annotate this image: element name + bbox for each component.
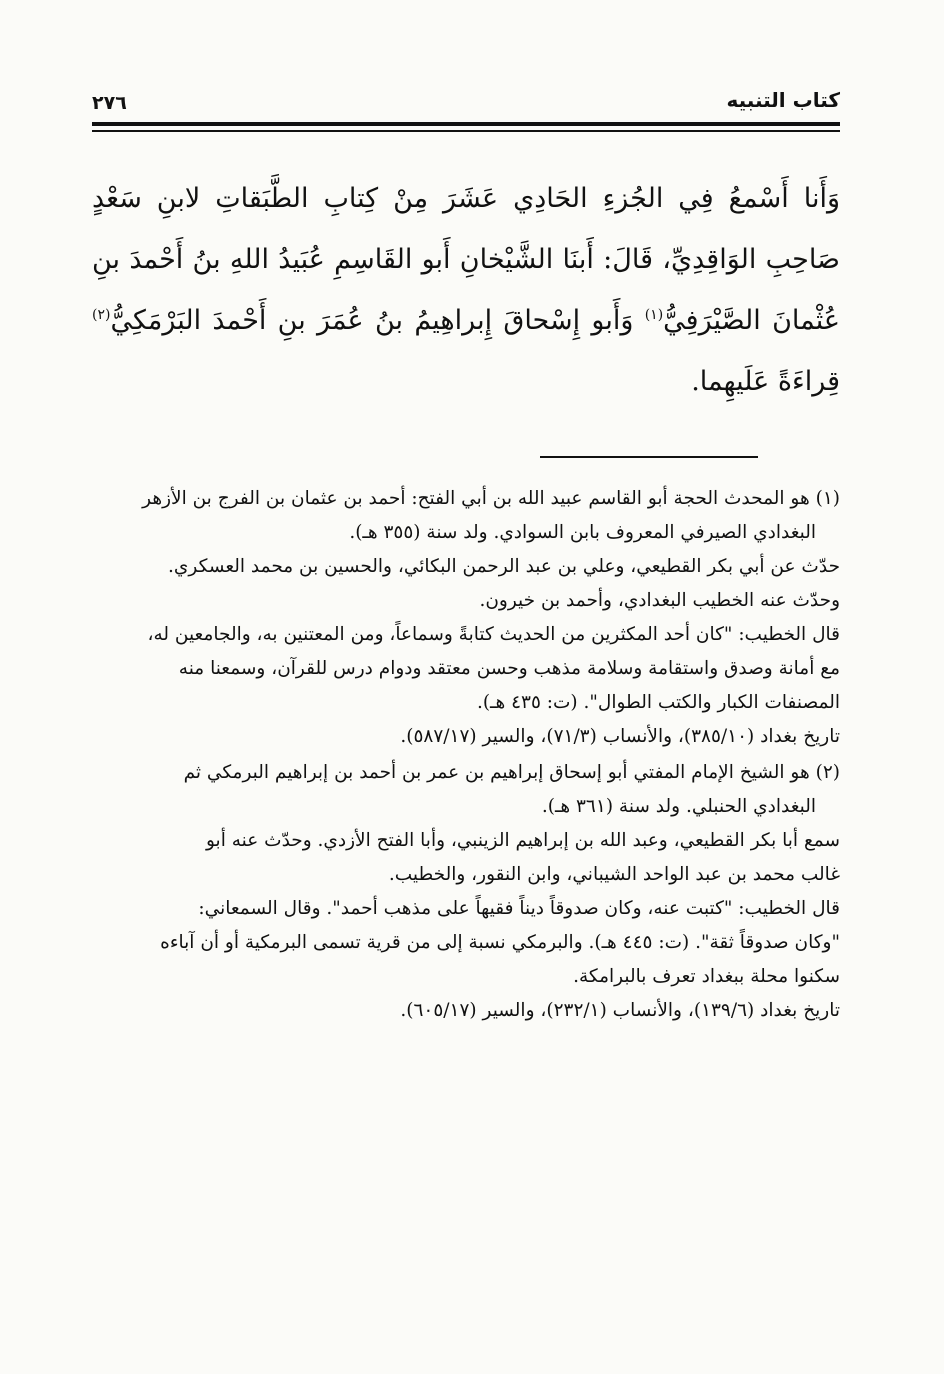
page-number: ٢٧٦ [92, 92, 127, 114]
footnote-2-line-2: البغدادي الحنبلي. ولد سنة (٣٦١ هـ). [541, 795, 816, 817]
main-text-paragraph [92, 168, 840, 412]
footnote-2-line-4: غالب محمد بن عبد الواحد الشيباني، وابن النقور، والخطيب. [388, 863, 840, 885]
footnote-1-line-8: تاريخ بغداد (٣٨٥/١٠)، والأنساب (٧١/٣)، والسير (٥٨٧/١٧). [400, 726, 840, 747]
main-text-part-3: قِراءَةً عَلَيهِما. [691, 366, 840, 397]
footnote-1-line-7: المصنفات الكبار والكتب الطوال". (ت: ٤٣٥ هـ). [476, 692, 840, 713]
footnote-separator [540, 456, 758, 458]
footnote-2-line-8: تاريخ بغداد (١٣٩/٦)، والأنساب (٢٣٢/١)، والسير (٦٠٥/١٧). [400, 999, 840, 1021]
footnote-1-line-1: (١) هو المحدث الحجة أبو القاسم عبيد الله بن أبي الفتح: أحمد بن عثمان بن الفرج بن الأزهر [142, 488, 840, 509]
footnote-1-line-2: البغدادي الصيرفي المعروف بابن السوادي. ولد سنة (٣٥٥ هـ). [349, 522, 816, 543]
footnote-1-line-4: وحدّث عنه الخطيب البغدادي، وأحمد بن خيرون. [479, 590, 840, 611]
footnote-1 [92, 482, 840, 754]
footnote-2-line-3: سمع أبا بكر القطيعي، وعبد الله بن إبراهيم الزينبي، وأبا الفتح الأزدي. وحدّث عنه أبو [206, 829, 840, 851]
header-rule-thick [92, 122, 840, 126]
running-head [92, 88, 840, 116]
footnote-2 [92, 756, 840, 1028]
footnote-1-line-6: مع أمانة وصدق واستقامة وسلامة مذهب وحسن معتقد ودوام درس للقرآن، وسمعنا منه [178, 658, 840, 679]
footnote-1-line-3: حدّث عن أبي بكر القطيعي، وعلي بن عبد الرحمن البكائي، والحسين بن محمد العسكري. [168, 556, 840, 577]
main-text-part-1: وَأَنا أَسْمعُ فِي الجُزءِ الحَادِي عَشَرَ مِنْ كِتابِ الطَّبَقاتِ لابنِ سَعْدٍ صَاحِبِ الوَاقِدِيِّ، قَالَ: أَبنَا الشَّيْخانِ أَبو القَاسِمِ عُبَيدُ اللهِ بنُ أَحْمدَ بنِ عُثْمانَ الصَّيْرَفِيُّ [92, 183, 841, 336]
header-rule-thin [92, 130, 840, 132]
book-title: كتاب التنبيه [726, 88, 840, 112]
footnote-2-line-6: "وكان صدوقاً ثقة". (ت: ٤٤٥ هـ). والبرمكي نسبة إلى من قرية تسمى البرمكية أو أن آباءه [160, 931, 840, 953]
main-text-part-2: وَأَبو إِسْحاقَ إِبراهِيمُ بنُ عُمَرَ بنِ أَحْمدَ البَرْمَكِيُّ [110, 305, 645, 336]
footnote-2-line-7: سكنوا محلة ببغداد تعرف بالبرامكة. [573, 965, 840, 987]
footnote-2-line-5: قال الخطيب: "كتبت عنه، وكان صدوقاً ديناً فقيهاً على مذهب أحمد". وقال السمعاني: [198, 897, 840, 919]
footnote-2-line-1: (٢) هو الشيخ الإمام المفتي أبو إسحاق إبراهيم بن عمر بن أحمد بن إبراهيم البرمكي ثم [183, 761, 840, 783]
footnote-ref-2: (٢) [92, 307, 111, 323]
footnote-1-line-5: قال الخطيب: "كان أحد المكثرين من الحديث كتابةً وسماعاً، ومن المعتنين به، والجامعين له، [147, 624, 840, 645]
footnotes [92, 482, 840, 1029]
footnote-ref-1: (١) [644, 307, 664, 323]
